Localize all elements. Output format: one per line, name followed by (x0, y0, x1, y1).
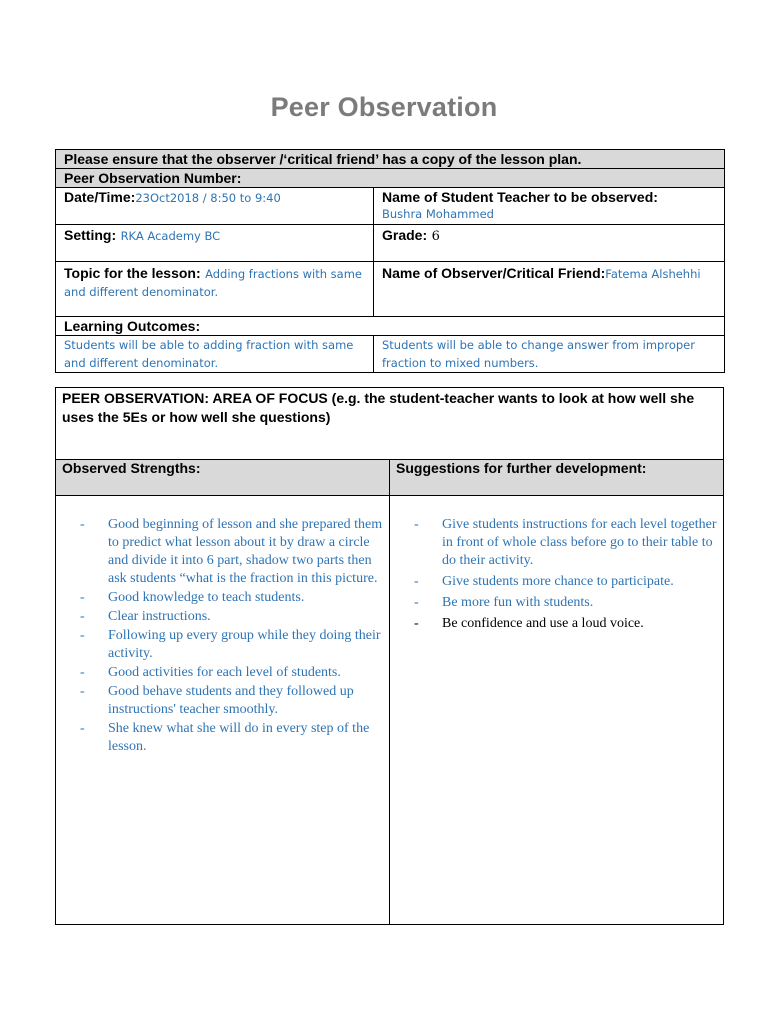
grade-value: 6 (431, 229, 440, 244)
bullet-dash: - (414, 616, 419, 631)
grade-cell (374, 225, 725, 262)
datetime-row (56, 188, 725, 225)
topic-cell (56, 262, 374, 317)
grade-label: Grade: (382, 227, 428, 243)
area-of-focus-heading: PEER OBSERVATION: AREA OF FOCUS (e.g. the student-teacher wants to look at how well she uses the 5Es or how well she questions) (62, 390, 695, 425)
strength-item (80, 627, 383, 663)
lesson-info-table (55, 149, 725, 373)
suggestions-cell (390, 496, 724, 925)
strengths-cell (56, 496, 390, 925)
datetime-label: Date/Time: (64, 189, 136, 205)
lesson-plan-notice: Please ensure that the observer /‘critical friend’ has a copy of the lesson plan. (64, 151, 582, 167)
observer-cell (374, 262, 725, 317)
strengths-list (56, 496, 389, 756)
bullet-dash: - (80, 628, 85, 643)
observer-value: Fatema Alshehhi (605, 267, 701, 281)
setting-value: RKA Academy BC (120, 229, 221, 243)
suggestion-item-text: Give students more chance to participate. (442, 574, 674, 589)
student-teacher-label: Name of Student Teacher to be observed: (382, 189, 658, 205)
datetime-cell (56, 188, 374, 225)
area-of-focus-table (55, 387, 724, 925)
suggestion-item (414, 516, 717, 570)
strength-item-text: Good activities for each level of students. (108, 665, 341, 680)
topic-row (56, 262, 725, 317)
strength-item-text: Clear instructions. (108, 609, 211, 624)
strength-item-text: She knew what she will do in every step of the lesson. (108, 721, 370, 754)
focus-columns-row (56, 460, 724, 496)
suggestion-item (414, 615, 717, 633)
setting-cell (56, 225, 374, 262)
observation-number-label: Peer Observation Number: (64, 170, 242, 186)
strength-item (80, 608, 383, 626)
bullet-dash: - (80, 590, 85, 605)
suggestion-item (414, 594, 717, 612)
student-teacher-cell (374, 188, 725, 225)
learning-outcome-1: Students will be able to adding fraction with same and different denominator. (64, 338, 354, 370)
bullet-dash: - (80, 665, 85, 680)
bullet-dash: - (80, 517, 85, 532)
setting-row (56, 225, 725, 262)
bullet-dash: - (80, 684, 85, 699)
learning-outcome-2: Students will be able to change answer from improper fraction to mixed numbers. (382, 338, 695, 370)
topic-value: Adding fractions with same and different denominator. (64, 267, 362, 299)
observation-number-row (56, 169, 725, 188)
outcome-1-cell (56, 336, 374, 373)
bullet-dash: - (414, 595, 419, 610)
datetime-value: 23Oct2018 / 8:50 to 9:40 (135, 191, 281, 205)
bullet-dash: - (414, 517, 419, 532)
outcome-2-cell (374, 336, 725, 373)
strength-item-text: Good beginning of lesson and she prepared them to predict what lesson about it by draw a circle and divide it into 6 part, shadow two parts then ask students “what is the fraction in this picture. (108, 517, 383, 586)
bullet-dash: - (414, 574, 419, 589)
focus-body-row (56, 496, 724, 925)
strength-item (80, 664, 383, 682)
suggestion-item-text: Be more fun with students. (442, 595, 594, 610)
topic-label: Topic for the lesson: (64, 265, 201, 281)
learning-outcomes-label: Learning Outcomes: (64, 318, 201, 334)
observer-label: Name of Observer/Critical Friend: (382, 265, 606, 281)
observed-strengths-label: Observed Strengths: (62, 460, 201, 476)
student-teacher-value: Bushra Mohammed (382, 207, 494, 221)
strength-item-text: Following up every group while they doing their activity. (108, 628, 381, 661)
suggestion-item-text: Be confidence and use a loud voice. (442, 616, 644, 631)
bullet-dash: - (80, 609, 85, 624)
suggestions-label: Suggestions for further development: (396, 460, 647, 476)
bullet-dash: - (80, 721, 85, 736)
strength-item (80, 683, 383, 719)
strength-item-text: Good knowledge to teach students. (108, 590, 305, 605)
suggestion-item-text: Give students instructions for each level together in front of whole class before go to their table to do their activity. (442, 517, 717, 568)
setting-label: Setting: (64, 227, 117, 243)
suggestions-list (390, 496, 723, 633)
strength-item-text: Good behave students and they followed up instructions' teacher smoothly. (108, 684, 354, 717)
page-title: Peer Observation (270, 92, 498, 122)
strength-item (80, 589, 383, 607)
notice-row (56, 150, 725, 169)
outcomes-row (56, 336, 725, 373)
strength-item (80, 516, 383, 588)
strength-item (80, 720, 383, 756)
suggestion-item (414, 573, 717, 591)
focus-heading-row (56, 388, 724, 460)
outcomes-label-row (56, 317, 725, 336)
